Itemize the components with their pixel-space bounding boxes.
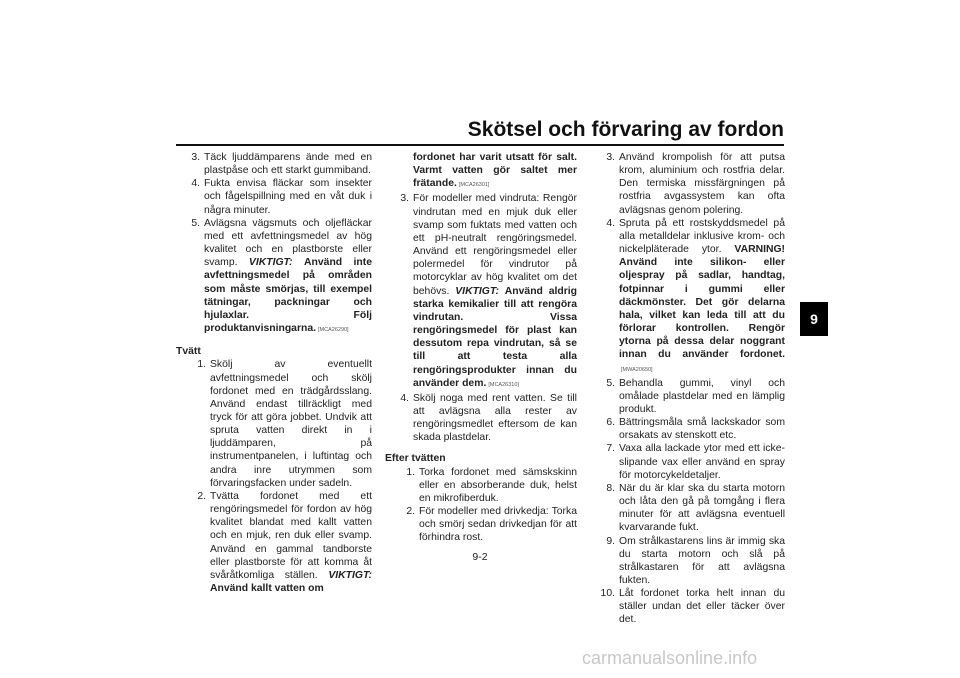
reference-code: [MCA26290]: [318, 327, 349, 334]
continued-text: fordonet har varit utsatt för salt. Varmt vatten gör saltet mer frätande. [MCA26301]: [413, 152, 577, 190]
reference-code: [MCA26310]: [488, 381, 519, 388]
list-item: 10. Låt fordonet torka helt innan du ställer undan det eller täcker över det.: [600, 588, 785, 626]
chapter-tab[interactable]: 9: [800, 302, 828, 336]
list-item: 3. Täck ljuddämparens ände med en plastpåse och ett starkt gummiband.: [191, 152, 372, 177]
notice-label: VIKTIGT:: [248, 257, 293, 269]
list-item: 6. Bättringsmåla små lackskador som orsakats av stenskott etc.: [606, 417, 785, 442]
page-number: 9-2: [472, 551, 488, 563]
list-item: 2. För modeller med drivkedja: Torka och smörj sedan drivkedjan för att förhindra rost.: [406, 506, 577, 544]
list-item: 2. Tvätta fordonet med ett rengöringsmedel för fordon av hög kvalitet blandat med kallt vatten och en mjuk, ren duk eller svamp. Använd en gammal tandborste eller plastborste för att komma åt svåråtkomliga ställen. VIKTIGT: Använd kallt vatten om: [197, 490, 372, 594]
watermark: carmanualsonline.info: [582, 648, 758, 668]
list-item: 9. Om strålkastarens lins är immig ska du starta motorn och slå på strålkastaren för att avlägsna fukten.: [606, 535, 785, 586]
list-item: 7. Vaxa alla lackade ytor med ett icke-slipande vax eller använd en spray för motorcykeldetaljer.: [606, 443, 785, 481]
section-heading-after-wash: Efter tvätten: [385, 453, 446, 465]
list-item: 5. Avlägsna vägsmuts och oljefläckar med ett avfettningsmedel av hög kvalitet och en plastborste eller svamp. VIKTIGT: Använd inte avfettningsmedel på områden som måste smörjas, till exempel tätningar, packningar och hjulaxlar. Följ produktanvisningarna. [MCA26290]: [191, 217, 373, 335]
list-item: 8. När du är klar ska du starta motorn och låta den gå på tomgång i flera minuter för att avlägsna eventuell kvarvarande fukt.: [606, 482, 785, 534]
section-heading-wash: Tvätt: [176, 346, 201, 358]
reference-code: [MWA20650]: [621, 366, 653, 373]
list-item: 4. Skölj noga med rent vatten. Se till att avlägsna alla rester av rengöringsmedlet eftersom de kan skada plastdelar.: [400, 392, 577, 444]
list-item: 1. Torka fordonet med sämskskinn eller en absorberande duk, helst en mikrofiberduk.: [406, 466, 577, 504]
column-2: [385, 151, 577, 545]
column-1: [176, 151, 372, 595]
notice-text: Använd kallt vatten om: [210, 583, 324, 594]
notice-label: VIKTIGT:: [455, 285, 499, 297]
list-item: 4. Spruta på ett rostskyddsmedel på alla metalldelar inklusive krom- och nickelpläterade ytor. VARNING! Använd inte silikon- eller oljespray på sadlar, handtag, fotpinnar i gummi eller däckmönster. Det gör delarna hala, vilket kan leda till att du förlorar kontrollen. Rengör ytorna på dessa delar noggrant innan du använder fordonet.[MWA20650]: [606, 217, 786, 373]
list-item: 3. För modeller med vindruta: Rengör vindrutan med en mjuk duk eller svamp som fuktats med vatten och ett pH-neutralt rengöringsmedel. Använd ett rengöringsmedel eller polermedel för vindrutor på motorcyklar av hög kvalitet om det behövs. VIKTIGT: Använd aldrig starka kemikalier till att rengöra vindrutan. Vissa rengöringsmedel för plast kan dessutom repa vindrutan, så se till att testa alla rengöringsprodukter innan du använder dem. [MCA26310]: [400, 193, 578, 389]
list-item: 5. Behandla gummi, vinyl och omålade plastdelar med en lämplig produkt.: [606, 377, 785, 415]
header-rule: [176, 144, 784, 146]
notice-text: Använd inte avfettningsmedel på områden som måste smörjas, till exempel tätningar, packningar och hjulaxlar. Följ produktanvisningarna.: [204, 257, 373, 335]
list-item: 4. Fukta envisa fläckar som insekter och fågelspillning med en våt duk i några minuter.: [191, 178, 372, 216]
reference-code: [MCA26301]: [458, 182, 490, 189]
page-title: Skötsel och förvaring av fordon: [467, 118, 784, 141]
list-item: 1. Skölj av eventuellt avfettningsmedel och skölj fordonet med en trädgårdsslang. Använd endast tillräckligt med tryck för att göra jobbet. Undvik att spruta vatten direkt in i ljuddämparen, på instrumentpanelen, i luftintag och andra inre utrymmen som förvaringsfacken under sadeln.: [197, 359, 372, 489]
list-item: 3. Använd krompolish för att putsa krom, aluminium och rostfria delar. Den termiska missfärgningen på rostfria avgassystem kan ofta avlägsnas genom polering.: [606, 152, 785, 216]
warning-text: Använd inte silikon- eller oljespray på sadlar, handtag, fotpinnar i gummi eller däckmönster. Det gör delarna hala, vilket kan leda till att du förlorar kontrollen. Rengör ytorna på dessa delar noggrant innan du använder fordonet.: [619, 257, 785, 361]
notice-label: VIKTIGT:: [328, 569, 372, 581]
warning-label: VARNING!: [734, 244, 786, 256]
notice-text: Använd aldrig starka kemikalier till att rengöra vindrutan. Vissa rengöringsmedel för plast kan dessutom repa vindrutan, så se till att testa alla rengöringsprodukter innan du använder dem.: [413, 285, 578, 389]
